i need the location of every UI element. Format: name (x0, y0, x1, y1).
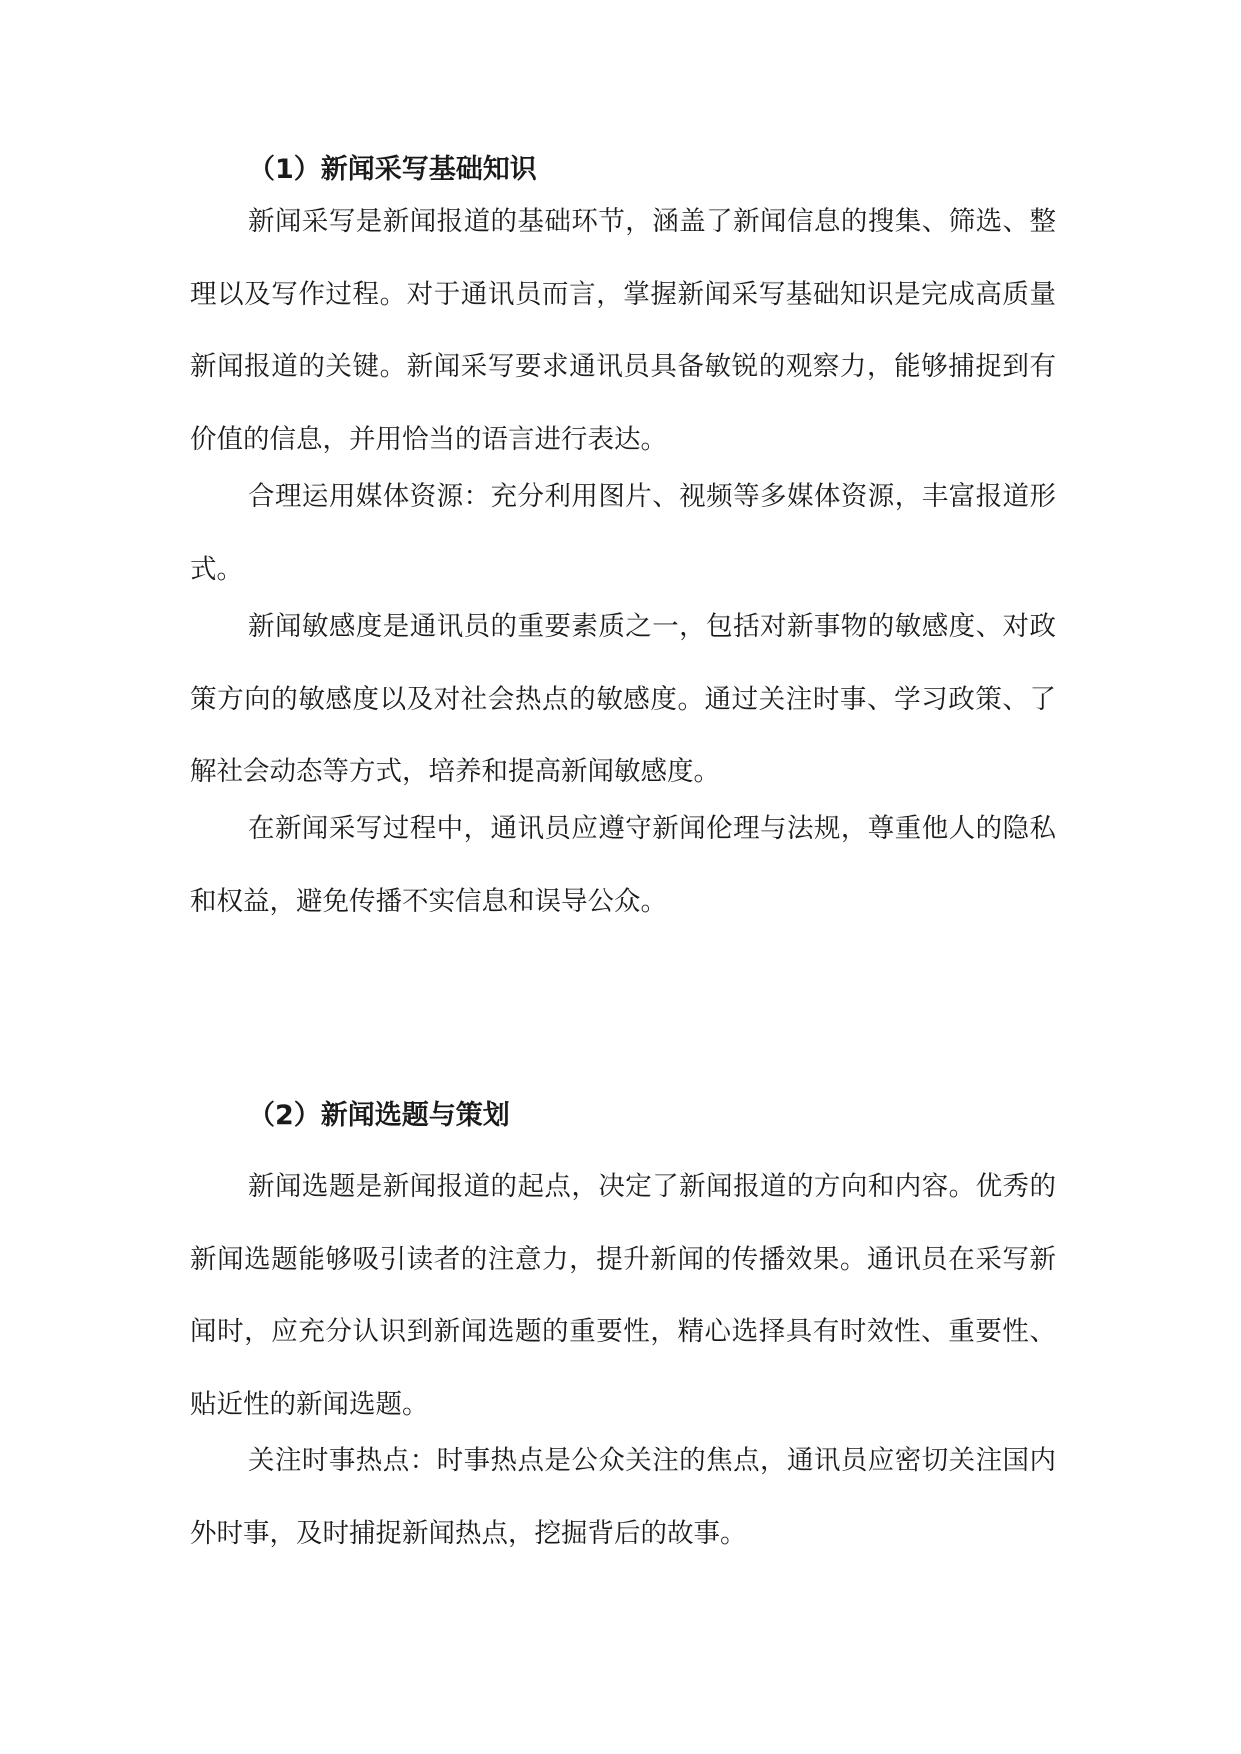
paragraph: 新闻敏感度是通讯员的重要素质之一，包括对新事物的敏感度、对政策方向的敏感度以及对社会热点的敏感度。通过关注时事、学习政策、了解社会动态等方式，培养和提高新闻敏感度。 (190, 611, 1056, 787)
paragraph: 在新闻采写过程中，通讯员应遵守新闻伦理与法规，尊重他人的隐私和权益，避免传播不实信息和误导公众。 (190, 813, 1056, 917)
paragraph: 新闻采写是新闻报道的基础环节，涵盖了新闻信息的搜集、筛选、整理以及写作过程。对于通讯员而言，掌握新闻采写基础知识是完成高质量新闻报道的关键。新闻采写要求通讯员具备敏锐的观察力，能够捕捉到有价值的信息，并用恰当的语言进行表达。 (190, 206, 1056, 455)
paragraph: 新闻选题是新闻报道的起点，决定了新闻报道的方向和内容。优秀的新闻选题能够吸引读者的注意力，提升新闻的传播效果。通讯员在采写新闻时，应充分认识到新闻选题的重要性，精心选择具有时效性、重要性、贴近性的新闻选题。 (190, 1171, 1056, 1420)
section-heading: （1）新闻采写基础知识 (248, 154, 537, 185)
paragraph: 合理运用媒体资源：充分利用图片、视频等多媒体资源，丰富报道形式。 (190, 481, 1056, 585)
section-heading: （2）新闻选题与策划 (248, 1100, 510, 1131)
paragraph: 关注时事热点：时事热点是公众关注的焦点，通讯员应密切关注国内外时事，及时捕捉新闻热点，挖掘背后的故事。 (190, 1445, 1056, 1549)
